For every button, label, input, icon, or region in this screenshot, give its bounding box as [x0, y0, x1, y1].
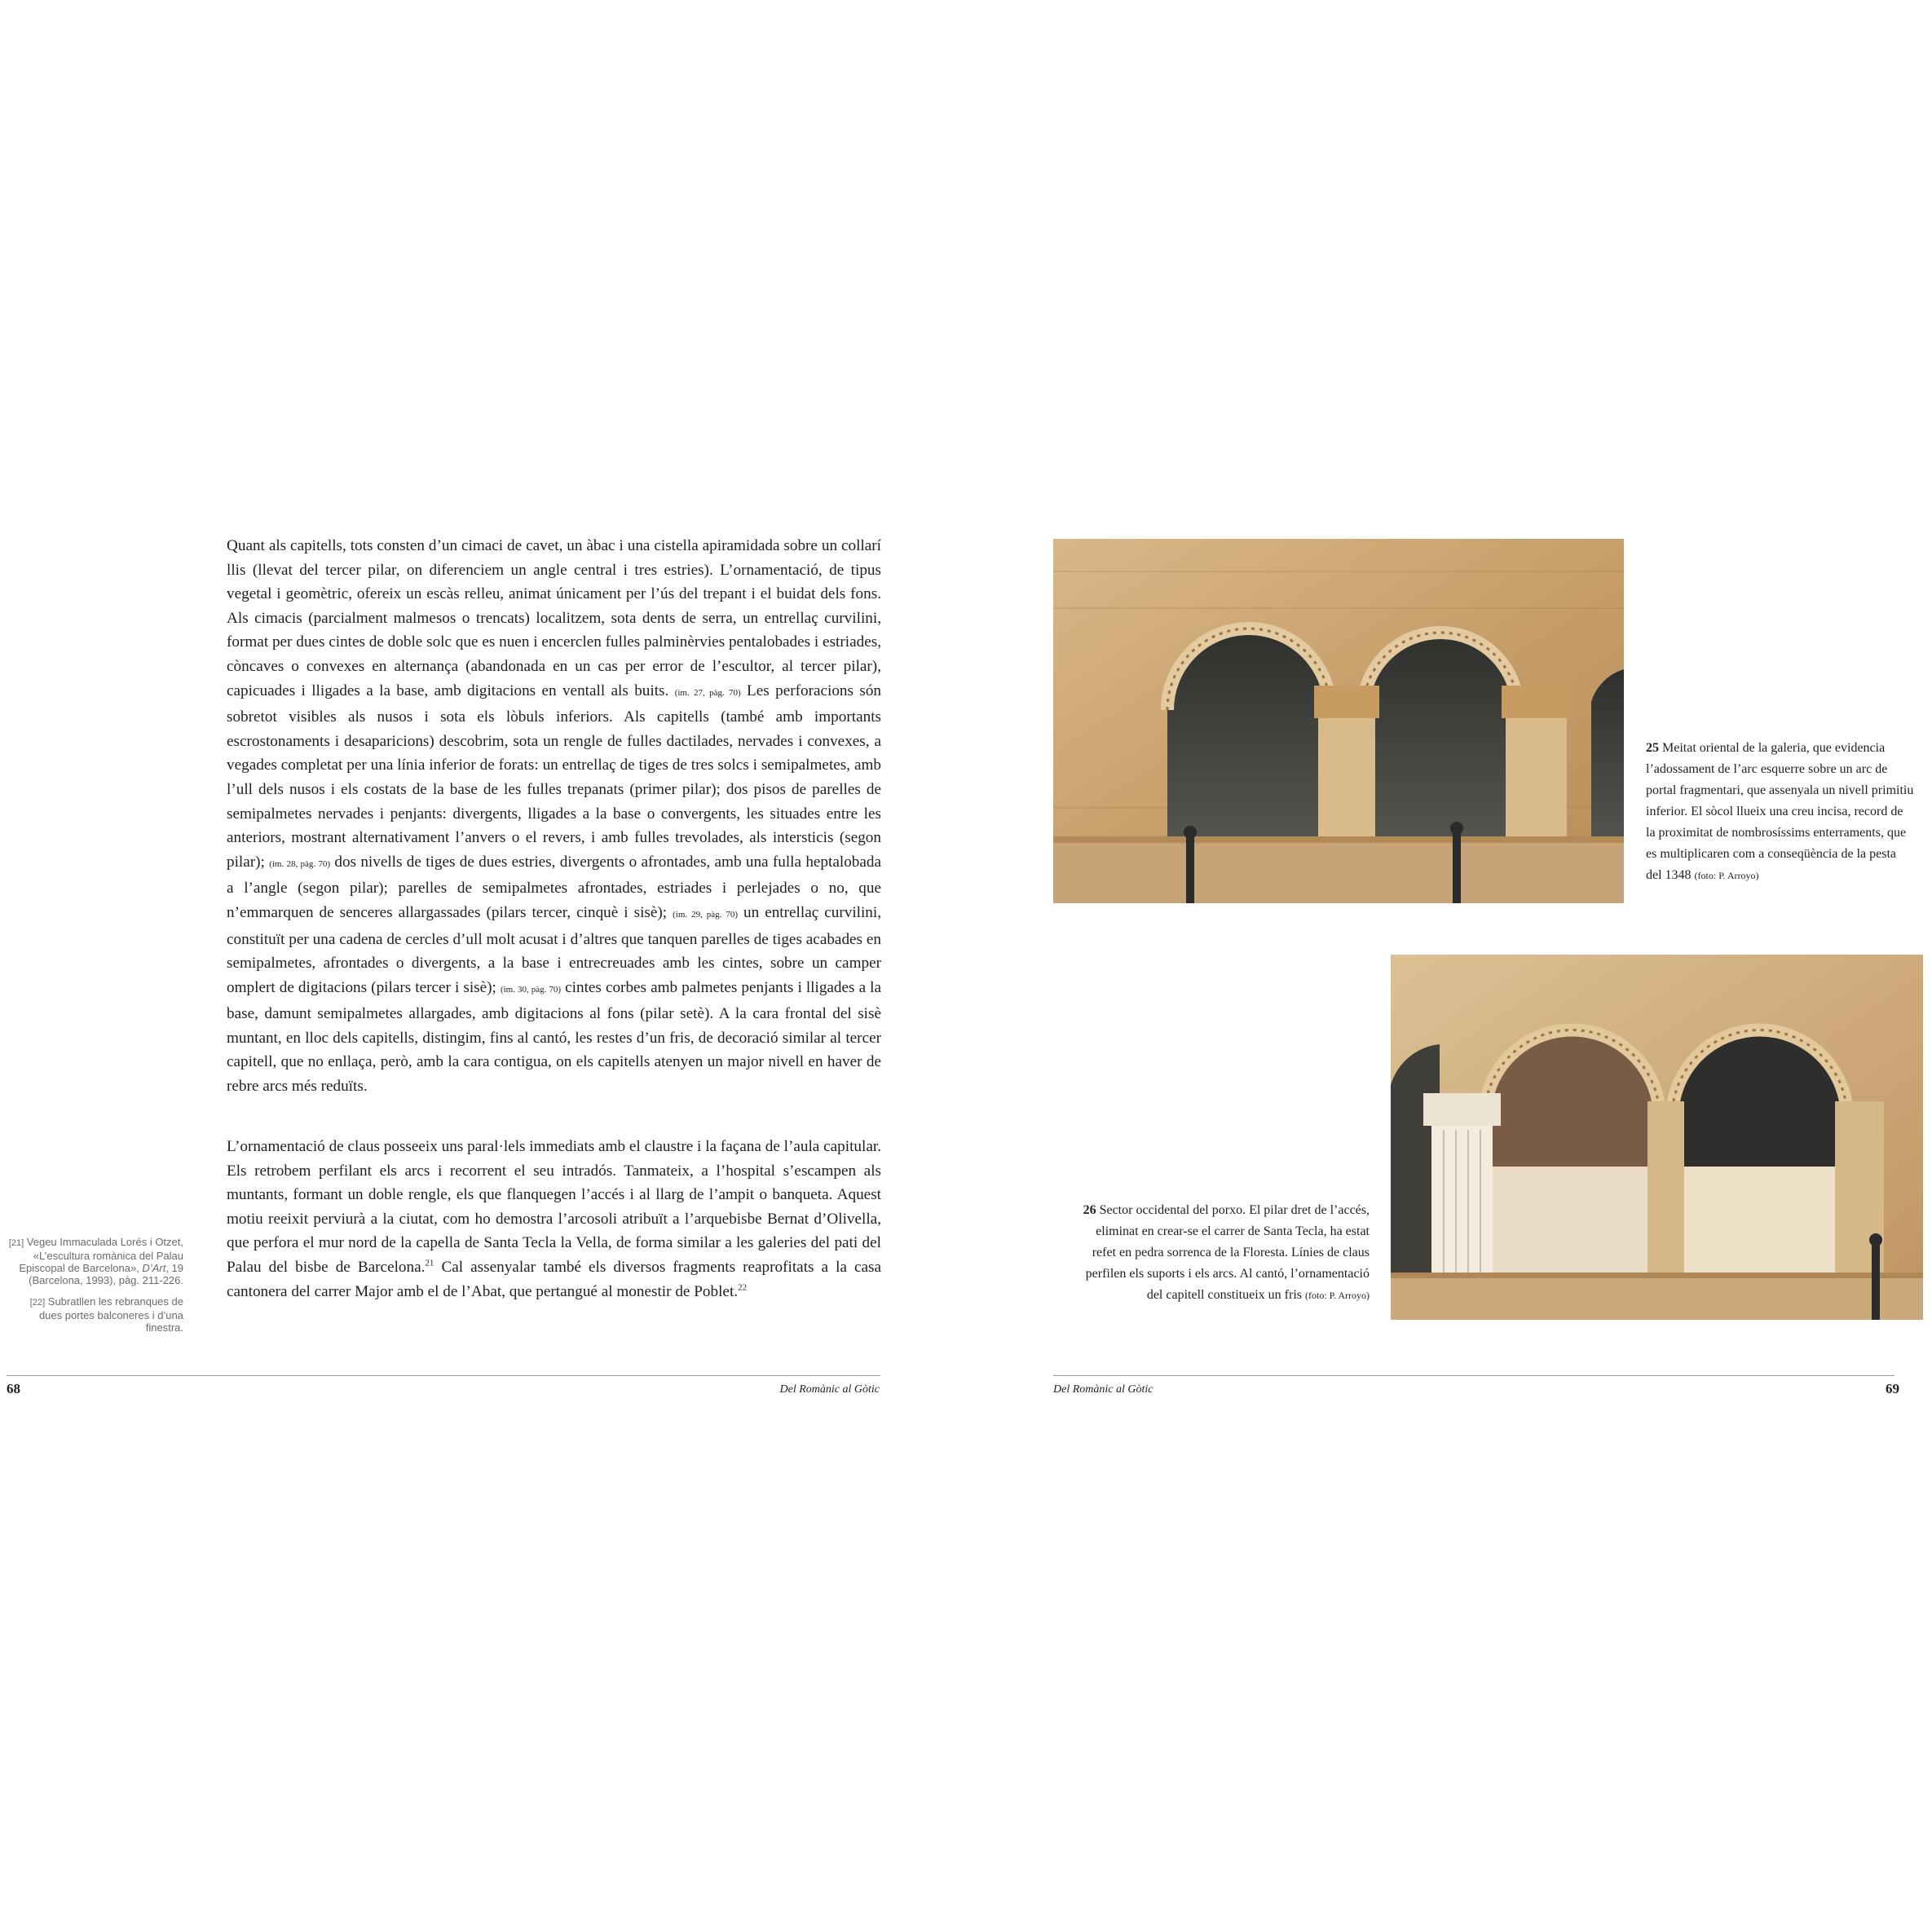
photo-credit: (foto: P. Arroyo) — [1305, 1290, 1370, 1301]
footnote-marker-21: 21 — [425, 1258, 434, 1268]
footer-rule-left — [7, 1375, 880, 1376]
para1-text-1: Quant als capitells, tots consten d’un cimaci de cavet, un àbac i una cistella apiramidada sobre un collarí llis (llevat del tercer pilar, on diferenciem un angle central i tres estries). L’ornamentació, de tipus vegetal i geomètric, ofereix un escàs relleu, animat únicament per l’ús del trepant i el buidat dels fons. Als cimacis (parcialment malmesos o trencats) localitzem, sota dents de serra, un entrellaç curvilini, format per dues cintes de doble solc que es nuen i encerclen fulles palminèrvies pentalobades i estriades, còncaves o convexes en alternança (abandonada en un cas per error de l’escultor, al tercer pilar), capicuades i lligades a la base, amb digitacions en ventall als buits. — [227, 537, 881, 699]
page-number-right: 69 — [1886, 1381, 1899, 1396]
sidenote-text: Vegeu Immaculada Lorés i Otzet, «L’escultura romànica del Palau Episcopal de Barcelona», — [19, 1236, 183, 1274]
para1-text-3: dos nivells de tiges de dues estries, divergents o afrontades, amb una fulla heptalobada a l’angle (segon pilar); parelles de semipalmetes afrontades, estriades i perlejades o no, que n’emmarquen de senceres allargassades (pilars tercer, cinquè i sisè); — [227, 853, 882, 921]
footer-rule-right — [1053, 1375, 1895, 1376]
para1-text-2: Les perforacions són sobretot visibles als nusos i sota els lòbuls inferiors. Als capitells (també amb importants escrostonaments i desaparicions) descobrim, sota un rengle de fulles dactilades, nervades i convexes, a vegades completat per una línia inferior de forats: un entrellaç de tiges de tres solcs i semipalmetes, amb l’ull dels nusos i els costats de la base de les fulles trepanats (primer pilar); dos pisos de parelles de semipalmetes nervades i penjants: divergents, lligades a la base o convergents, les situades entre les anteriors, mostrant alternativament l’anvers o el revers, i amb fulles trevolades, als intersticis (segon pilar); — [227, 681, 882, 871]
caption-26 — [1076, 1200, 1370, 1306]
caption-number: 26 — [1083, 1203, 1096, 1217]
body-paragraph-1 — [227, 534, 881, 1099]
sidenote-21 — [8, 1236, 183, 1286]
sidenote-journal: D’Art — [142, 1262, 166, 1274]
caption-25 — [1646, 738, 1915, 886]
sidenote-22 — [8, 1295, 183, 1334]
caption-text: Meitat oriental de la galeria, que evidencia l’adossament de l’arc esquerre sobre un arc de portal fragmentari, que assenyala un nivell primitiu inferior. El sòcol llueix una creu incisa, record de la proximitat de nombrosíssims enterraments, que es multiplicaren com a conseqüència de la pesta del 1348 — [1646, 741, 1914, 882]
photo-26-illustration — [1391, 955, 1923, 1320]
footnote-marker-22: 22 — [738, 1282, 748, 1293]
sidenote-text: , 19 (Barcelona, 1993), pàg. 211-226. — [29, 1262, 183, 1286]
para2-text-1: L’ornamentació de claus posseeix uns paral·lels immediats amb el claustre i la façana de l’aula capitular. Els retrobem perfilant els arcs i recorrent el seu intradós. Tanmateix, a l’hospital s’escampen als muntants, formant un doble rengle, els que flanquegen l’accés i al llarg de l’ampit o banqueta. Aquest motiu reeixit perviurà a la ciutat, com ho demostra l’arcosoli atribuït a l’arquebisbe Bernat d’Olivella, que perfora el mur nord de la capella de Santa Tecla la Vella, de forma similar a les galeries del pati del Palau del bisbe de Barcelona. — [227, 1138, 881, 1276]
para1-text-4: un entrellaç curvilini, constituït per una cadena de cercles d’ull molt acusat i d’altres que tanquen parelles de tiges acabades en semipalmetes, afrontades o divergents, a la base i entrecreuades amb les cintes, sobre un camper omplert de digitacions (pilars tercer i sisè); — [227, 903, 882, 996]
page-number-left: 68 — [7, 1381, 20, 1396]
photo-25-arcade — [1053, 539, 1624, 903]
sidenote-text: Subratllen les rebranques de dues portes balconeres i d’una finestra. — [38, 1295, 183, 1334]
body-paragraph-2 — [227, 1135, 881, 1303]
figure-reference: (im. 29, pàg. 70) — [673, 909, 739, 920]
photo-credit: (foto: P. Arroyo) — [1694, 870, 1759, 881]
figure-reference: (im. 30, pàg. 70) — [500, 984, 562, 995]
running-title-left: Del Romànic al Gòtic — [779, 1383, 880, 1396]
sidenote-number: [22] — [29, 1298, 46, 1308]
para2-text-2: Cal assenyalar també els diversos fragments reaprofitats a la casa cantonera del carrer Major amb el de l’Abat, que pertangué al monestir de Poblet. — [227, 1258, 882, 1300]
caption-text: Sector occidental del porxo. El pilar dret de l’accés, eliminat en crear-se el carrer de Santa Tecla, ha estat refet en pedra sorrenca de la Floresta. Línies de claus perfilen els suports i els arcs. Al cantó, l’ornamentació del capitell constitueix un fris — [1085, 1203, 1370, 1302]
caption-number: 25 — [1646, 741, 1659, 755]
figure-reference: (im. 28, pàg. 70) — [269, 858, 331, 869]
photo-25-illustration — [1053, 539, 1624, 903]
sidenote-number: [21] — [8, 1238, 24, 1248]
photo-26-porch — [1391, 955, 1923, 1320]
running-title-right: Del Romànic al Gòtic — [1053, 1383, 1153, 1396]
para1-text-5: cintes corbes amb palmetes penjants i lligades a la base, damunt semipalmetes allargades, amb digitacions al fons (pilar setè). A la cara frontal del sisè muntant, en lloc dels capitells, distingim, fins al cantó, les restes d’un fris, de decoració similar al tercer capitell, que no enllaça, però, amb la cara contigua, on els capitells atenyen un major nivell en haver de rebre arcs més reduïts. — [227, 978, 881, 1096]
figure-reference: (im. 27, pàg. 70) — [674, 687, 741, 698]
